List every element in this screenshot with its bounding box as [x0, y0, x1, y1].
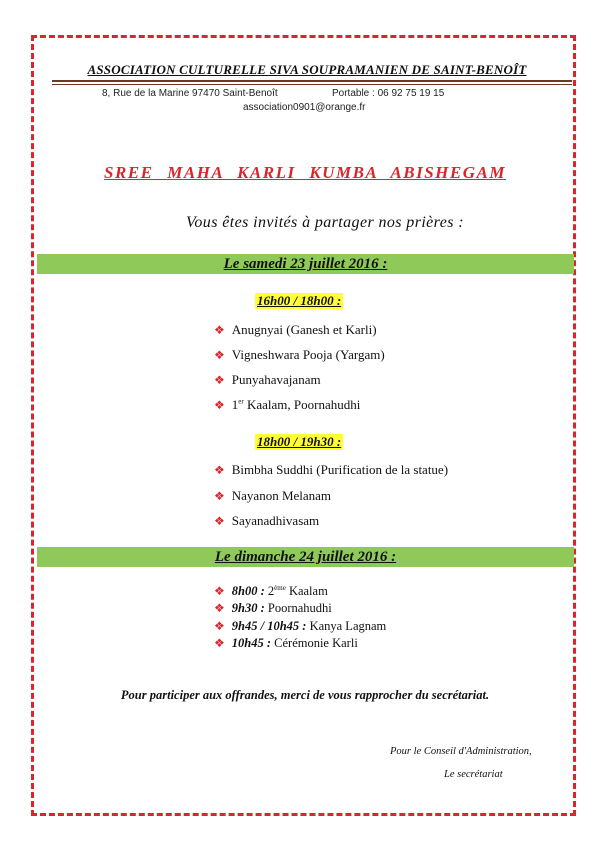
header-divider-thin: [52, 84, 572, 85]
sunday-heading-band: [37, 547, 574, 567]
phone: Portable : 06 92 75 19 15: [332, 88, 445, 99]
saturday-slot1-time: 16h00 / 18h00 :: [257, 293, 342, 308]
bullet-icon: ❖: [214, 489, 225, 503]
saturday-heading-band: [37, 254, 574, 274]
list-item: ❖ Anugnyai (Ganesh et Karli): [214, 322, 377, 337]
list-item: ❖ 1er Kaalam, Poornahudhi: [214, 397, 361, 412]
event-title: SREE MAHA KARLI KUMBA ABISHEGAM: [104, 163, 506, 182]
list-item: ❖ 9h30 : Poornahudhi: [214, 601, 332, 615]
header-divider: [52, 80, 572, 82]
bullet-icon: ❖: [214, 619, 225, 633]
list-item: ❖ Bimbha Suddhi (Purification de la statue): [214, 462, 449, 477]
signature-line2: Le secrétariat: [444, 769, 503, 780]
bullet-icon: ❖: [214, 584, 225, 599]
list-item: ❖ Sayanadhivasam: [214, 513, 320, 528]
invitation-text: Vous êtes invités à partager nos prières :: [186, 214, 464, 231]
address: 8, Rue de la Marine 97470 Saint-Benoît: [102, 88, 278, 99]
bullet-icon: ❖: [214, 323, 225, 337]
list-item: ❖ 10h45 : Cérémonie Karli: [214, 636, 358, 650]
list-item: ❖ Nayanon Melanam: [214, 488, 332, 503]
signature-line1: Pour le Conseil d'Administration,: [390, 746, 532, 757]
bullet-icon: ❖: [214, 636, 225, 650]
email: association0901@orange.fr: [243, 102, 366, 113]
bullet-icon: ❖: [214, 463, 225, 477]
organization-name: ASSOCIATION CULTURELLE SIVA SOUPRAMANIEN DE SAINT-BENOÎT: [87, 62, 527, 77]
bullet-icon: ❖: [214, 398, 225, 412]
list-item: ❖ Punyahavajanam: [214, 372, 321, 387]
saturday-slot2-time: 18h00 / 19h30 :: [257, 434, 342, 449]
footer-note: Pour participer aux offrandes, merci de vous rapprocher du secrétariat.: [120, 688, 490, 702]
sunday-heading: Le dimanche 24 juillet 2016 :: [214, 549, 397, 565]
bullet-icon: ❖: [214, 601, 225, 615]
bullet-icon: ❖: [214, 373, 225, 387]
bullet-icon: ❖: [214, 348, 225, 362]
list-item: ❖ 8h00 : 2ème Kaalam: [214, 584, 328, 599]
bullet-icon: ❖: [214, 514, 225, 528]
saturday-heading: Le samedi 23 juillet 2016 :: [223, 256, 388, 272]
list-item: ❖ 9h45 / 10h45 : Kanya Lagnam: [214, 619, 387, 633]
list-item: ❖ Vigneshwara Pooja (Yargam): [214, 347, 385, 362]
